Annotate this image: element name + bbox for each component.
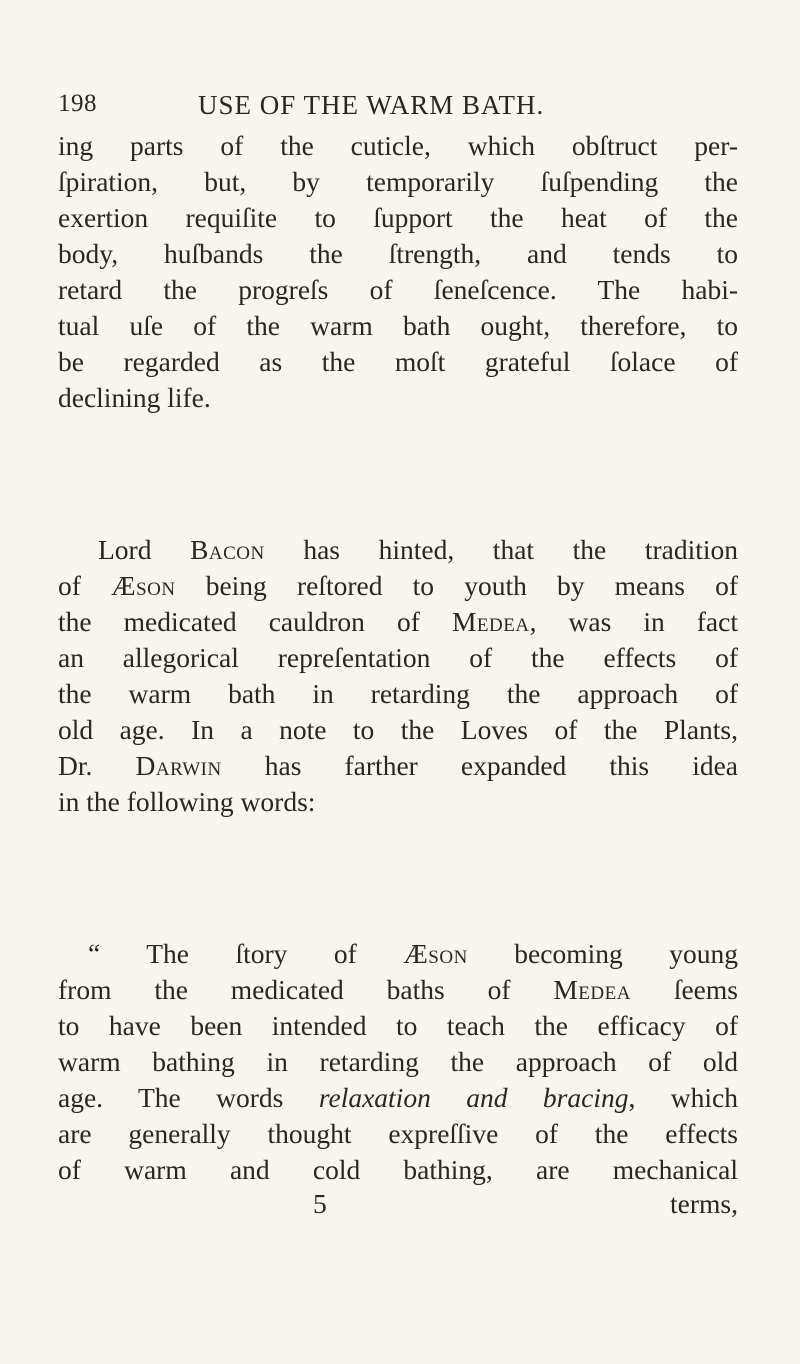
text-line	[58, 748, 738, 784]
page-header	[58, 90, 748, 126]
text-line	[88, 936, 738, 972]
text-line: are generally thought expreſſive of the effects	[58, 1118, 738, 1149]
signature-mark: 5	[313, 1188, 327, 1219]
text-run: , which	[628, 1082, 738, 1113]
text-line	[58, 972, 738, 1008]
text-line: body, huſbands the ſtrength, and tends to	[58, 238, 738, 269]
text-line: retard the progreſs of ſeneſcence. The habi-	[58, 274, 738, 305]
text-line: old age. In a note to the Loves of the Plants,	[58, 714, 738, 745]
text-line: in the following words:	[58, 786, 316, 817]
text-line: of warm and cold bathing, are mechanical	[58, 1154, 738, 1185]
text-line	[58, 568, 738, 604]
text-run: the medicated cauldron of	[58, 606, 452, 637]
text-run: being reſtored to youth by means of	[175, 570, 738, 601]
text-line: tual uſe of the warm bath ought, therefore, to	[58, 310, 738, 341]
text-run: has hinted, that the tradition	[264, 534, 738, 565]
page-number: 198	[58, 90, 97, 117]
name-small-caps: Medea	[553, 974, 631, 1005]
text-run: of	[58, 570, 112, 601]
running-head: USE OF THE WARM BATH.	[198, 90, 545, 120]
text-line: exertion requiſite to ſupport the heat of the	[58, 202, 738, 233]
text-run: Dr.	[58, 750, 136, 781]
text-run: age. The words	[58, 1082, 319, 1113]
text-run: has farther expanded this idea	[221, 750, 739, 781]
text-run: from the medicated baths of	[58, 974, 554, 1005]
text-run: “ The ſtory of	[88, 938, 404, 969]
text-line: ing parts of the cuticle, which obſtruct per-	[58, 130, 738, 161]
text-run: , was in fact	[529, 606, 738, 637]
name-small-caps: Medea	[451, 606, 530, 637]
text-line	[58, 1080, 738, 1116]
catchword: terms,	[670, 1188, 738, 1219]
text-line: to have been intended to teach the efficacy of	[58, 1010, 738, 1041]
text-line: an allegorical repreſentation of the effects of	[58, 642, 738, 673]
name-small-caps: Æson	[403, 938, 468, 969]
italic-phrase: relaxation and bracing	[318, 1082, 629, 1113]
name-small-caps: Bacon	[190, 534, 265, 565]
text-line: warm bathing in retarding the approach of old	[58, 1046, 738, 1077]
text-line	[98, 532, 738, 568]
page-footer	[58, 1188, 738, 1224]
text-run: ſeems	[630, 974, 738, 1005]
text-run: Lord	[98, 534, 191, 565]
text-line: the warm bath in retarding the approach of	[58, 678, 738, 709]
text-line: ſpiration, but, by temporarily ſuſpending the	[58, 166, 738, 197]
text-line	[58, 604, 738, 640]
text-run: becoming young	[467, 938, 738, 969]
name-small-caps: Darwin	[135, 750, 222, 781]
text-line: declining life.	[58, 382, 211, 413]
name-small-caps: Æson	[111, 570, 176, 601]
text-line: be regarded as the moſt grateful ſolace of	[58, 346, 738, 377]
